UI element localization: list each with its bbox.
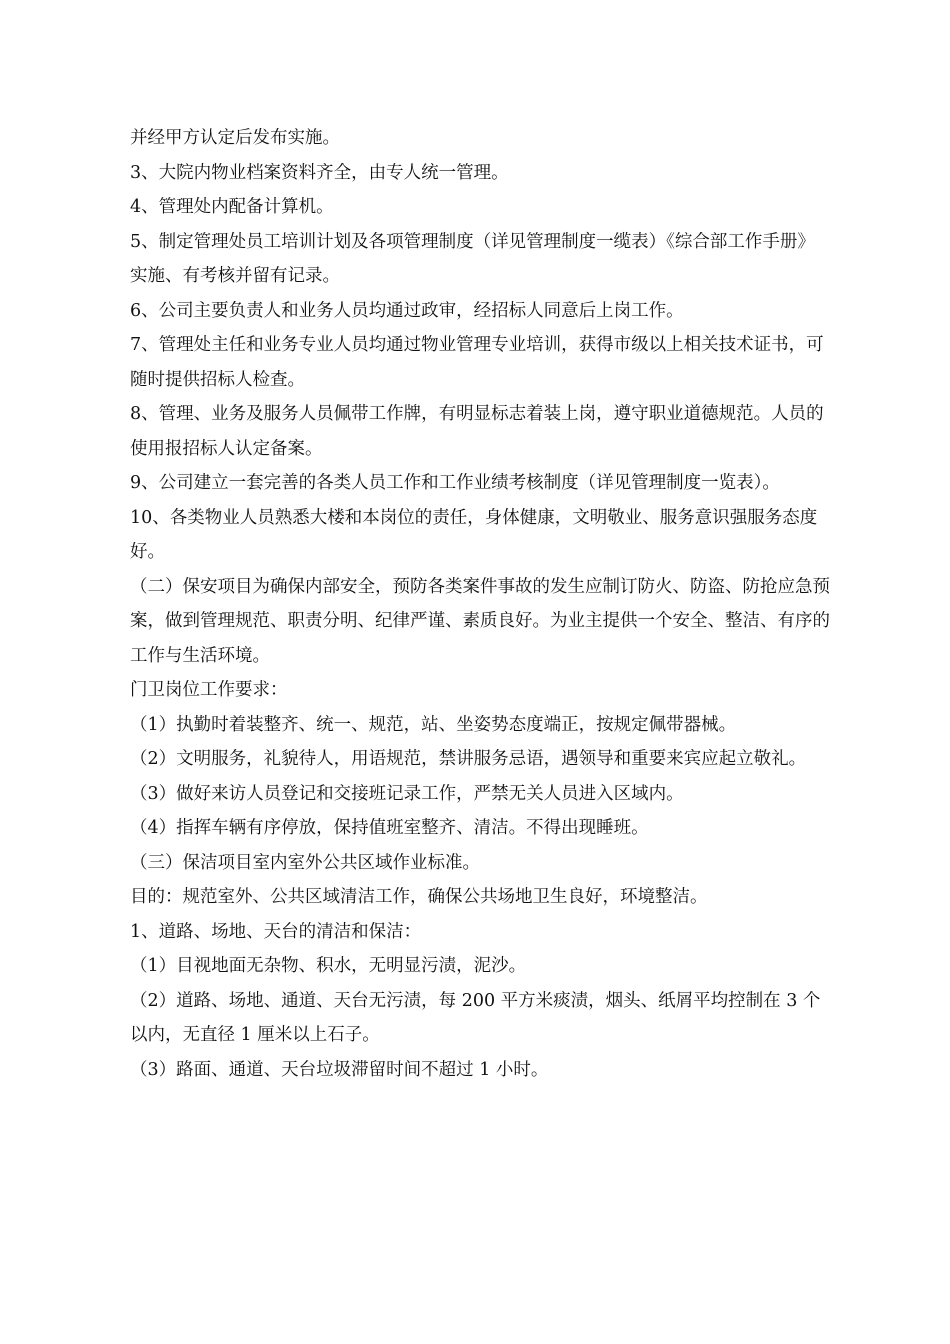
paragraph: 并经甲方认定后发布实施。 [130, 128, 340, 148]
paragraph: 10、各类物业人员熟悉大楼和本岗位的责任，身体健康，文明敬业、服务意识强服务态度好。 [130, 507, 818, 562]
paragraph: 门卫岗位工作要求： [130, 680, 288, 700]
paragraph: （2）文明服务，礼貌待人，用语规范，禁讲服务忌语，遇领导和重要来宾应起立敬礼。 [130, 749, 807, 769]
paragraph: 目的：规范室外、公共区域清洁工作，确保公共场地卫生良好，环境整洁。 [130, 887, 708, 907]
paragraph: 6、公司主要负责人和业务人员均通过政审，经招标人同意后上岗工作。 [130, 300, 684, 321]
paragraph: （1）执勤时着装整齐、统一、规范，站、坐姿势态度端正，按规定佩带器械。 [130, 714, 737, 735]
paragraph: 7、管理处主任和业务专业人员均通过物业管理专业培训，获得市级以上相关技术证书，可随时提供招标人检查。 [130, 335, 824, 390]
paragraph: （1）目视地面无杂物、积水，无明显污渍，泥沙。 [130, 956, 527, 976]
paragraph: 4、管理处内配备计算机。 [130, 197, 334, 217]
paragraph: （三）保洁项目室内室外公共区域作业标准。 [130, 852, 480, 873]
paragraph: （二）保安项目为确保内部安全，预防各类案件事故的发生应制订防火、防盗、防抢应急预案，做到管理规范、职责分明、纪律严谨、素质良好。为业主提供一个安全、整洁、有序的工作与生活环境。 [130, 576, 830, 666]
paragraph: 1、道路、场地、天台的清洁和保洁： [130, 921, 422, 942]
paragraph: （3）路面、通道、天台垃圾滞留时间不超过 1 小时。 [130, 1059, 549, 1080]
paragraph: 9、公司建立一套完善的各类人员工作和工作业绩考核制度（详见管理制度一览表）。 [130, 473, 780, 493]
paragraph: 5、制定管理处员工培训计划及各项管理制度（详见管理制度一缆表）《综合部工作手册》实施、有考核并留有记录。 [130, 231, 815, 286]
paragraph: 3、大院内物业档案资料齐全，由专人统一管理。 [130, 162, 509, 183]
paragraph: （4）指挥车辆有序停放，保持值班室整齐、清洁。不得出现睡班。 [130, 818, 649, 838]
paragraph: （2）道路、场地、通道、天台无污渍，每 200 平方米痰渍，烟头、纸屑平均控制在 3 个以内，无直径 1 厘米以上石子。 [130, 990, 821, 1045]
paragraph: 8、管理、业务及服务人员佩带工作牌，有明显标志着装上岗，遵守职业道德规范。人员的使用报招标人认定备案。 [130, 404, 824, 459]
paragraph: （3）做好来访人员登记和交接班记录工作，严禁无关人员进入区域内。 [130, 783, 684, 804]
document-body [130, 121, 830, 1087]
